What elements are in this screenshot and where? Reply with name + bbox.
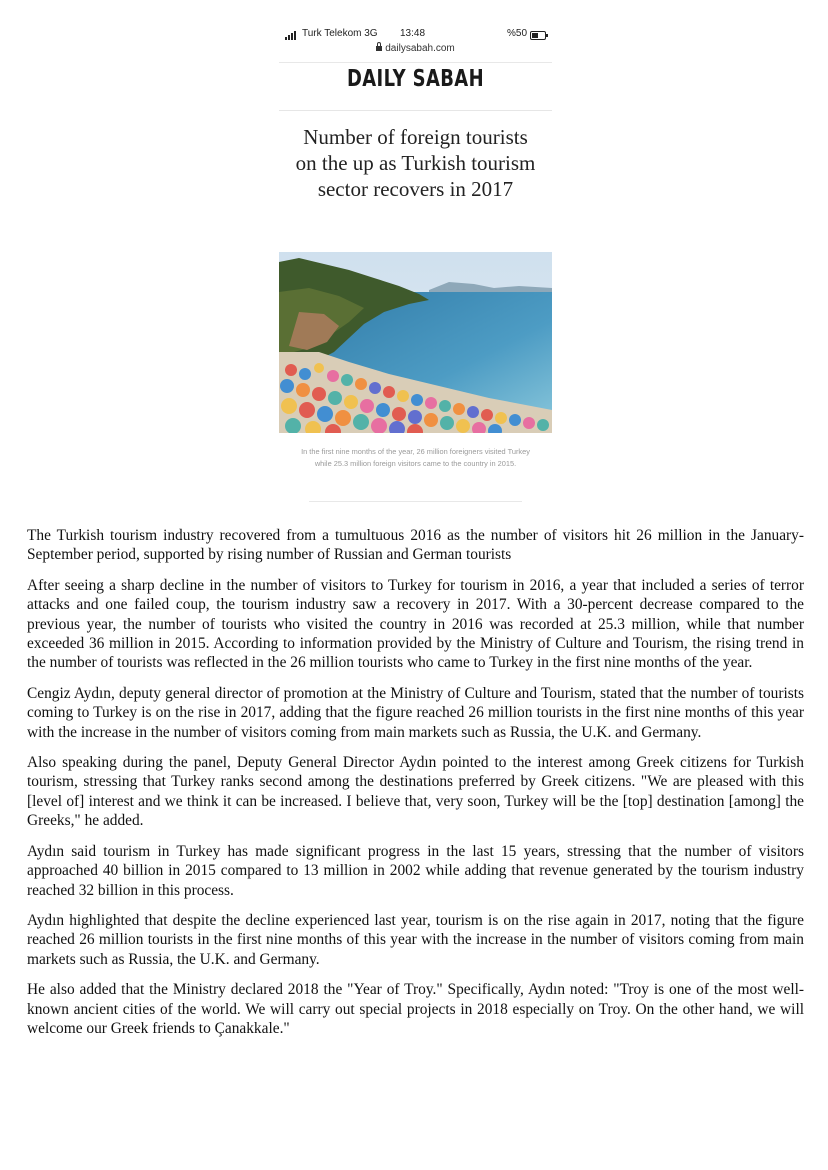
carrier-label: Turk Telekom 3G [302,28,378,39]
lock-icon [376,46,382,51]
article-paragraph: Also speaking during the panel, Deputy General Director Aydın pointed to the interest among Greek citizens for Turkish tourism, stressing that Turkey ranks second among the destinations preferred by Greek citizens. "We are pleased with this [level of] interest and we think it can be increased. I believe that, very soon, Turkey will be the [top] destination [among] the Greeks," he added. [27,754,804,830]
article-headline: Number of foreign tourists on the up as Turkish tourism sector recovers in 2017 [295,125,536,201]
site-logo[interactable]: DAILY SABAH [346,66,484,92]
url-text: dailysabah.com [385,43,455,54]
status-time: 13:48 [400,28,426,39]
divider [309,501,522,502]
article-paragraph: After seeing a sharp decline in the number of visitors to Turkey for tourism in 2016, a year that included a series of terror attacks and one failed coup, the tourism industry saw a recovery in 2017. With a 30-percent decrease compared to the previous year, the number of tourists who visited the country in 2016 was recorded at 25.3 million, while that number exceeded 36 million in 2015. According to information provided by the Ministry of Culture and Tourism, the rising trend in the number of tourists was reflected in the 26 million tourists who came to Turkey in the first nine months of the year. [27,576,804,672]
phone-screenshot [279,24,552,506]
beach-photo [279,252,552,433]
article-paragraph: He also added that the Ministry declared 2018 the "Year of Troy." Specifically, Aydın noted: "Troy is one of the most well-known ancient cities of the world. We will carry out special projects in 2018 especially on Troy. On the other hand, we will welcome our Greek friends to Çanakkale." [27,981,804,1037]
article-paragraph: Aydın highlighted that despite the decline experienced last year, tourism is on the rise again in 2017, noting that the figure reached 26 million tourists in the first nine months of this year with the increase in the number of visitors coming from main markets such as Russia, the U.K. and Germany. [27,911,804,968]
address-bar[interactable] [279,43,552,54]
article-body [27,526,804,1049]
divider [279,110,552,111]
battery-percent: %50 [507,28,528,39]
signal-icon [285,31,299,40]
divider [279,62,552,63]
article-paragraph: Cengiz Aydın, deputy general director of promotion at the Ministry of Culture and Tourism, stated that the number of tourists coming to Turkey is on the rise in 2017, adding that the figure reached 26 million tourists in the first nine months of this year with the increase in the number of visitors coming from main markets such as Russia, the U.K. and Germany. [27,684,804,741]
article-paragraph: The Turkish tourism industry recovered from a tumultuous 2016 as the number of visitors hit 26 million in the January-September period, supported by rising number of Russian and German tourists [27,527,804,564]
battery-icon [530,31,546,40]
article-paragraph: Aydın said tourism in Turkey has made significant progress in the last 15 years, stressing that the number of visitors approached 40 billion in 2015 compared to 13 million in 2002 while adding that revenue generated by the tourism industry reached 32 billion in this process. [27,842,804,899]
status-bar [279,28,552,42]
photo-caption: In the first nine months of the year, 26 million foreigners visited Turkey while 25.3 million foreign visitors came to the country in 2015. [301,447,530,468]
